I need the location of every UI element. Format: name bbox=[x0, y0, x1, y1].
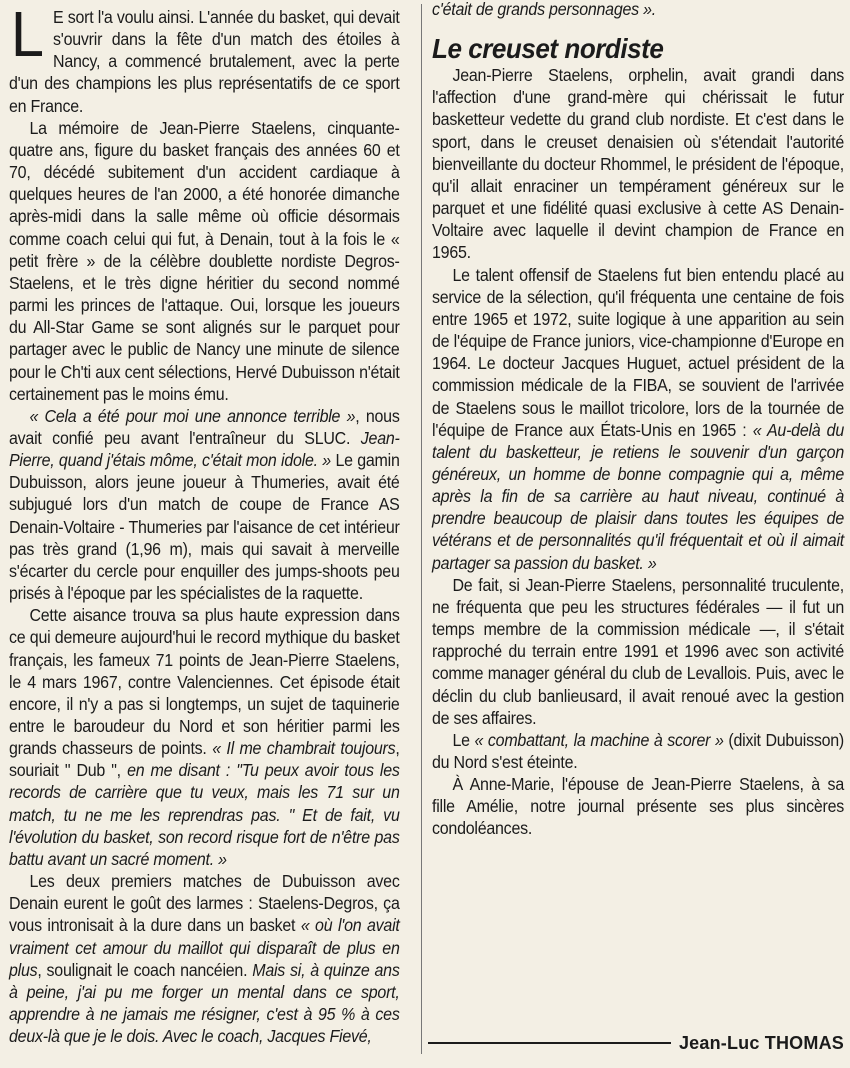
author-name: Jean-Luc THOMAS bbox=[678, 1032, 844, 1053]
text-run: c'était de grands personnages ». bbox=[432, 0, 656, 19]
column-divider bbox=[421, 4, 422, 1054]
quote: en me disant : "Tu peux avoir tous les records de carrière que tu veux, mais les 71 sur un match, tu ne me les reprendras pas. " Et de fait, vu l'évolution du basket, son record risque fort de n'être pas battu avant un sacré moment. » bbox=[9, 760, 400, 869]
byline-rule bbox=[428, 1042, 671, 1044]
text-run: Le talent offensif de Staelens fut bien entendu placé au service de la sélection, qu'il fréquenta une centaine de fois entre 1965 et 1972, suite logique à une apparition au sein de l'équipe de France juniors, vice-championne d'Europe en 1964. Le docteur Jacques Huguet, actuel président de la commission médicale de la FIBA, se souvient de l'arrivée de Staelens sous le maillot tricolore, lors de la tournée de l'équipe de France aux États-Unis en 1965 : bbox=[432, 264, 844, 440]
quote: « combattant, la machine à scorer » bbox=[474, 729, 724, 750]
text-run: (dixit Dubuisson) du Nord s'est éteinte. bbox=[432, 729, 844, 772]
text-run: , soulignait le coach nancéien. bbox=[37, 959, 253, 980]
text-run: Les deux premiers matches de Dubuisson avec Denain eurent le goût des larmes : Staelens-Degros, ça vous intronisait à la dure dans un basket bbox=[9, 871, 400, 936]
text-run: , nous avait confié peu avant l'entraîneur du SLUC. bbox=[9, 405, 400, 448]
article-column-right bbox=[432, 0, 844, 840]
body-paragraph: De fait, si Jean-Pierre Staelens, personnalité truculente, ne fréquenta que peu les structures fédérales — il fut un temps membre de la commission médicale —, il s'était rapproché du terrain entre 1991 et 1996 avec son activité comme manager général du club de Levallois. Puis, avec le déclin du club banlieusard, il avait renoué avec la gestion de ses affaires. bbox=[432, 574, 844, 728]
text-run: Cette aisance trouva sa plus haute expression dans ce qui demeure aujourd'hui le record mythique du basket français, les fameux 71 points de Jean-Pierre Staelens, le 4 mars 1967, contre Valenciennes. Cet épisode était encore, il n'y a pas si longtemps, un sujet de taquinerie entre le baroudeur du Nord et son héritier parmi les grands chasseurs de points. bbox=[9, 605, 400, 759]
body-paragraph: Jean-Pierre Staelens, orphelin, avait grandi dans l'affection d'une grand-mère qui chérissait le futur basketteur vedette du grand club nordiste. Et c'est dans le sport, dans le creuset denaisien où s'étendait l'autorité bienveillante du docteur Rhommel, le président de l'époque, qu'il allait enraciner un tempérament généreux sur le parquet et une fidélité quasi exclusive à cette AS Denain-Voltaire avec laquelle il devint champion de France en 1965. bbox=[432, 65, 844, 263]
text-run: , souriait " Dub ", bbox=[9, 738, 400, 781]
body-paragraph bbox=[9, 604, 400, 870]
byline bbox=[428, 1030, 844, 1056]
drop-cap: L bbox=[10, 0, 44, 70]
body-paragraph-continued bbox=[432, 0, 844, 20]
subheading: Le creuset nordiste bbox=[432, 33, 664, 65]
body-paragraph bbox=[9, 405, 400, 604]
text-run: Le bbox=[452, 729, 475, 750]
body-paragraph: À Anne-Marie, l'épouse de Jean-Pierre Staelens, à sa fille Amélie, notre journal présente ses plus sincères condoléances. bbox=[432, 774, 844, 839]
quote: Mais si, à quinze ans à peine, j'ai pu me forger un mental dans ce sport, apprendre à ne jamais me résigner, c'est à 95 % à ces deux-là que je le dois. Avec le coach, Jacques Fievé, bbox=[9, 959, 400, 1047]
body-paragraph: La mémoire de Jean-Pierre Staelens, cinquante-quatre ans, figure du basket français des années 60 et 70, décédé subitement d'un accident cardiaque à quelques heures de l'an 2000, a été honorée dimanche après-midi dans la salle même où officie désormais comme coach celui qui fut, à Denain, tout à la fois le « petit frère » de la célèbre doublette nordiste Degros-Staelens, et le très digne héritier du second nommé parmi les princes de l'attaque. Oui, lorsque les joueurs du All-Star Game se sont alignés sur le parquet pour partager avec le public de Nancy une minute de silence pour le Ch'ti aux cent sélections, Hervé Dubuisson n'était certainement pas le moins ému. bbox=[9, 117, 400, 404]
text-run: Le gamin Dubuisson, alors jeune joueur à Thumeries, avait été subjugué lors d'un match de coupe de France AS Denain-Voltaire - Thumeries par l'aisance de cet intérieur pas très grand (1,96 m), mais qui savait à merveille s'écarter du cercle pour enquiller des jumps-shoots peu prisés à l'époque par les spécialistes de la raquette. bbox=[9, 450, 400, 604]
quote: « Il me chambrait toujours bbox=[212, 738, 396, 759]
quote: Jean-Pierre, quand j'étais môme, c'était mon idole. » bbox=[9, 427, 400, 471]
body-paragraph bbox=[432, 264, 844, 574]
quote: « Cela a été pour moi une annonce terrible » bbox=[29, 405, 356, 426]
body-paragraph bbox=[432, 729, 844, 773]
quote: « Au-delà du talent du basketteur, je retiens le souvenir d'un garçon généreux, un homme de bonne compagnie qui a, même après la fin de sa carrière au haut niveau, continué à prendre beaucoup de plaisir dans toutes les équipes de vétérans et de personnalités qu'il fréquentait et où il aimait partager sa passion du basket. » bbox=[432, 419, 844, 573]
article-column-left bbox=[9, 0, 400, 1047]
quote: « où l'on avait vraiment cet amour du maillot qui disparaît de plus en plus bbox=[9, 915, 400, 980]
opening-text: E sort l'a voulu ainsi. L'année du basket, qui devait s'ouvrir dans la fête d'un match des étoiles à Nancy, a commencé brutalement, avec la perte d'un des champions les plus représentatifs de ce sport en France. bbox=[9, 7, 400, 116]
body-paragraph bbox=[9, 870, 400, 1047]
opening-paragraph bbox=[9, 0, 400, 117]
